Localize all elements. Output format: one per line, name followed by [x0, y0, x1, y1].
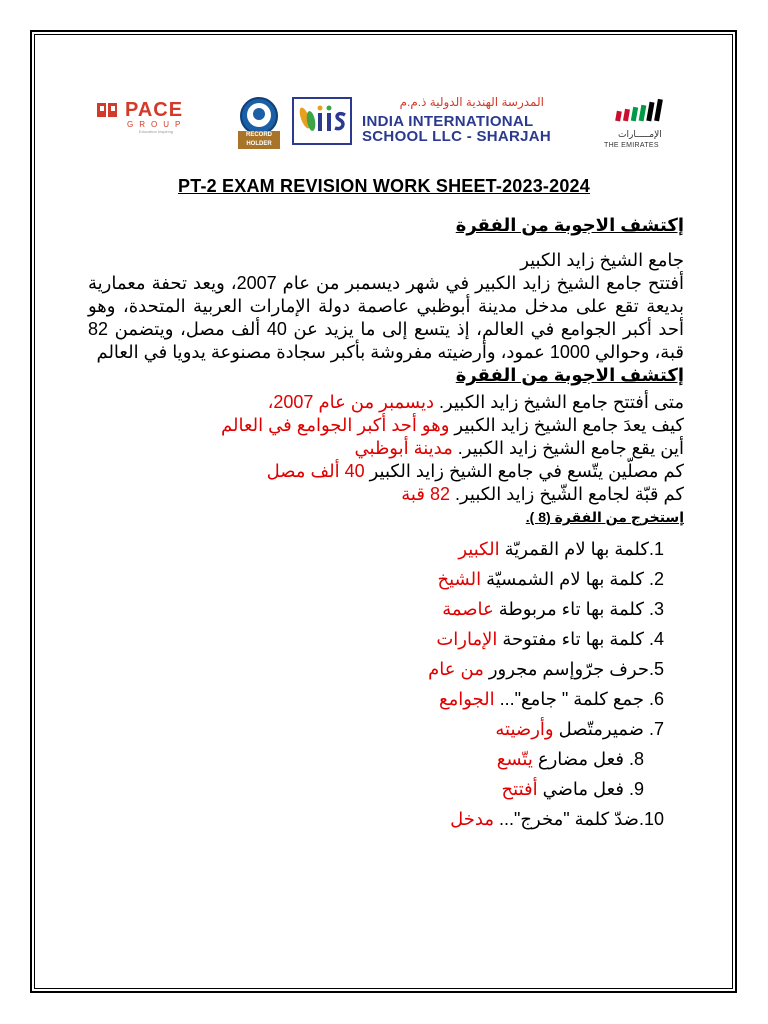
question-row: كم مصلّين يتّسع في جامع الشيخ زايد الكبير 40 ألف مصل	[266, 461, 684, 481]
list-item: 7. ضميرمتّصل وأرضيته	[495, 719, 664, 739]
list-item: 4. كلمة بها تاء مفتوحة الإمارات	[436, 629, 664, 649]
list-item: 10.ضدّ كلمة "مخرج"... مدخل	[450, 809, 664, 829]
answer-text: وهو أحد أكبر الجوامع في العالم	[221, 415, 450, 435]
section-heading-answers: إكتشف الاجوبة من الفقرة	[455, 365, 684, 385]
emirates-bars-icon	[614, 97, 674, 127]
question-row: كيف يعدَ جامع الشيخ زايد الكبير وهو أحد أكبر الجوامع في العالم	[221, 415, 684, 435]
school-name-arabic: المدرسة الهندية الدولية ذ.م.م	[399, 95, 544, 109]
list-item: 1.كلمة بها لام القمريّة الكبير	[458, 539, 664, 559]
list-item: 5.حرف جرّوإسم مجرور من عام	[428, 659, 664, 679]
section-heading-discover: إكتشف الاجوبة من الفقرة	[455, 215, 684, 235]
worksheet-title: PT-2 EXAM REVISION WORK SHEET-2023-2024	[178, 176, 590, 196]
emirates-arabic-text: الإمـــــارات	[618, 129, 662, 139]
answer-text: عاصمة	[442, 599, 494, 619]
school-name-line2: SCHOOL LLC - SHARJAH	[362, 128, 552, 145]
pace-mark-icon	[97, 101, 121, 119]
passage-title: جامع الشيخ زايد الكبير	[520, 250, 684, 270]
question-row: متى أفتتح جامع الشيخ زايد الكبير. ديسمبر من عام 2007،	[267, 392, 684, 412]
school-name-logo	[358, 95, 552, 145]
list-item: 2. كلمة بها لام الشمسيّة الشيخ	[437, 569, 664, 589]
answer-text: وأرضيته	[495, 719, 554, 739]
emirates-english-text: THE EMIRATES	[604, 142, 659, 149]
section-heading-extract: إستخرج من الفقرة (8 ).	[525, 509, 684, 525]
answer-text: الجوامع	[439, 689, 495, 709]
iis-letters-icon	[316, 105, 348, 133]
guinness-ribbon: RECORD HOLDER	[238, 131, 280, 149]
answer-text: يتّسع	[496, 749, 533, 769]
answer-text: من عام	[428, 659, 484, 679]
answer-text: مدينة أبوظبي	[354, 438, 453, 458]
question-row: كم قبّة لجامع الشّيخ زايد الكبير. 82 قبة	[401, 484, 684, 504]
iis-emblem-logo	[292, 97, 352, 145]
answer-text: الشيخ	[437, 569, 482, 589]
answer-text: الإمارات	[436, 629, 498, 649]
answer-text: أفتتح	[501, 779, 538, 799]
list-item: 8. فعل مضارع يتّسع	[496, 749, 644, 769]
pace-wordmark: PACE	[125, 99, 184, 121]
guinness-record-holder-logo	[238, 97, 280, 149]
list-item: 6. جمع كلمة " جامع"... الجوامع	[439, 689, 664, 709]
header-logos	[0, 95, 768, 165]
worksheet-content	[88, 214, 684, 834]
school-name-line1: INDIA INTERNATIONAL	[362, 113, 534, 130]
answer-text: الكبير	[458, 539, 500, 559]
answer-text: ديسمبر من عام 2007،	[267, 392, 435, 412]
pace-tagline: Education Inspiring	[139, 129, 174, 134]
passage-text: أفتتح جامع الشيخ زايد الكبير في شهر ديسمبر من عام 2007، ويعد تحفة معمارية بديعة تقع على مدخل مدينة أبوظبي عاصمة دولة الإمارات العربية المتحدة، وهو أحد أكبر الجوامع في العالم، إذ يتسع إلى ما يزيد عن 40 ألف مصل، ويتضمن 82 قبة، وحوالي 1000 عمود، وأرضيته مفروشة بأكبر سجادة مصنوعة يدويا في العالم	[88, 273, 684, 362]
list-item: 3. كلمة بها تاء مربوطة عاصمة	[442, 599, 664, 619]
answer-text: 82 قبة	[401, 484, 450, 504]
answer-text: مدخل	[450, 809, 495, 829]
question-row: أين يقع جامع الشيخ زايد الكبير. مدينة أبوظبي	[354, 438, 684, 458]
the-emirates-logo	[604, 97, 674, 157]
list-item: 9. فعل ماضي أفتتح	[501, 779, 644, 799]
pace-group-text: GROUP	[127, 120, 187, 129]
answer-text: 40 ألف مصل	[266, 461, 365, 481]
pace-group-logo	[97, 99, 212, 135]
